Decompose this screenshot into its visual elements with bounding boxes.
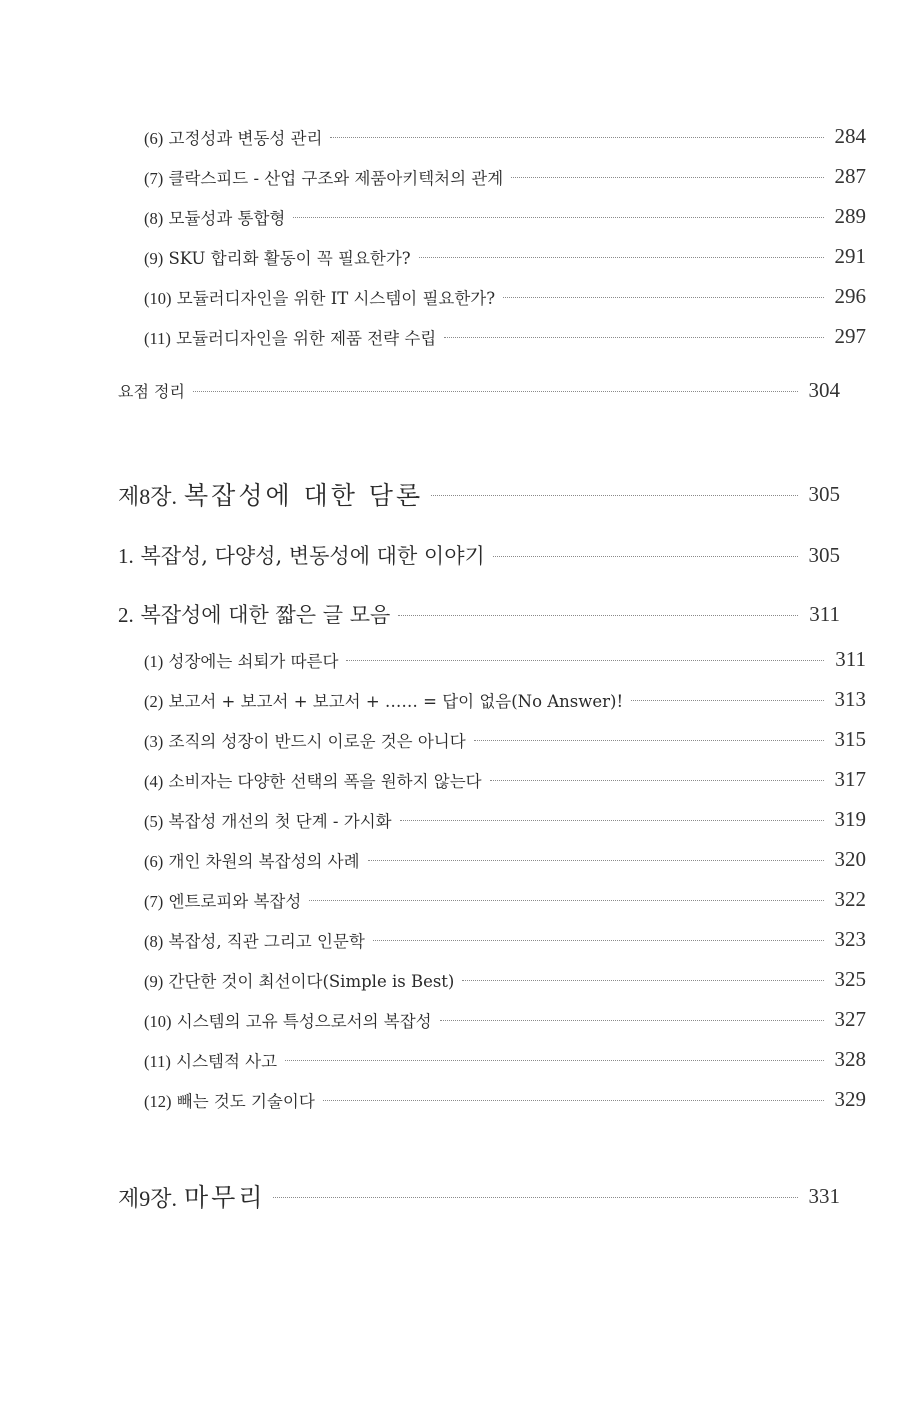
entry-text: SKU 합리화 활동이 꼭 필요한가?	[168, 248, 411, 268]
page-number: 287	[834, 164, 866, 188]
toc-entry	[0, 967, 866, 992]
entry-number: (5)	[144, 811, 164, 831]
entry-number: (10)	[144, 288, 172, 308]
toc-entry	[0, 284, 866, 309]
entry-title	[144, 688, 623, 712]
page-number: 313	[834, 687, 866, 711]
entry-title	[144, 728, 466, 752]
dot-leader	[419, 257, 824, 258]
entry-title	[144, 325, 436, 349]
dot-leader	[323, 1100, 824, 1101]
page-number: 311	[809, 601, 840, 626]
entry-title	[144, 165, 503, 189]
page-number: 284	[834, 124, 866, 148]
entry-number: (12)	[144, 1091, 172, 1111]
page-number: 325	[834, 967, 866, 991]
entry-text: 간단한 것이 최선이다(Simple is Best)	[168, 971, 455, 991]
entry-text: 개인 차원의 복잡성의 사례	[168, 851, 360, 871]
toc-entry	[0, 687, 866, 712]
chapter-name: 마무리	[184, 1183, 266, 1212]
entry-title	[144, 888, 301, 912]
toc-section	[0, 540, 840, 570]
entry-number: (7)	[144, 891, 164, 911]
page-number: 305	[808, 542, 840, 567]
toc-entry	[0, 887, 866, 912]
entry-number: (9)	[144, 248, 164, 268]
toc-entry	[0, 204, 866, 229]
page-number: 327	[834, 1007, 866, 1031]
entry-title	[144, 1088, 315, 1112]
page-number: 311	[835, 647, 866, 671]
page-number: 323	[834, 927, 866, 951]
page-number: 297	[834, 324, 866, 348]
entry-title	[118, 379, 185, 402]
dot-leader	[398, 615, 798, 616]
toc-entry	[0, 807, 866, 832]
toc-entry	[0, 927, 866, 952]
dot-leader	[293, 217, 824, 218]
page-number: 319	[834, 807, 866, 831]
entry-number: (11)	[144, 1051, 171, 1071]
entry-number: (7)	[144, 168, 164, 188]
toc-entry	[0, 647, 866, 672]
entry-number: (9)	[144, 971, 164, 991]
section-number: 1.	[118, 544, 134, 568]
section-text: 복잡성, 다양성, 변동성에 대한 이야기	[140, 544, 485, 568]
page-number: 322	[834, 887, 866, 911]
dot-leader	[309, 900, 824, 901]
entry-number: (1)	[144, 651, 164, 671]
dot-leader	[462, 980, 824, 981]
dot-leader	[285, 1060, 824, 1061]
entry-number: (8)	[144, 208, 164, 228]
toc-entry	[0, 164, 866, 189]
entry-text: 모듈러디자인을 위한 제품 전략 수립	[176, 328, 437, 348]
chapter-title	[118, 476, 423, 512]
dot-leader	[193, 391, 798, 392]
dot-leader	[400, 820, 824, 821]
entry-text: 복잡성 개선의 첫 단계 - 가시화	[168, 811, 392, 831]
chapter-number: 제9장.	[118, 1186, 178, 1211]
entry-text: 요점 정리	[118, 382, 185, 401]
toc-entry	[0, 727, 866, 752]
entry-number: (10)	[144, 1011, 172, 1031]
toc-entry	[0, 1047, 866, 1072]
entry-title	[144, 285, 495, 309]
entry-title	[144, 1048, 277, 1072]
page-number: 305	[808, 481, 840, 506]
section-title	[118, 540, 485, 570]
dot-leader	[490, 780, 824, 781]
chapter-title	[118, 1178, 265, 1214]
entry-number: (2)	[144, 691, 164, 711]
entry-text: 모듈성과 통합형	[168, 208, 286, 228]
entry-title	[144, 205, 285, 229]
entry-text: 보고서 + 보고서 + 보고서 + …… = 답이 없음(No Answer)!	[168, 691, 624, 711]
page-number: 331	[808, 1183, 840, 1208]
entry-text: 클락스피드 - 산업 구조와 제품아키텍처의 관계	[168, 168, 504, 188]
toc-chapter	[0, 1178, 840, 1214]
entry-title	[144, 125, 322, 149]
entry-number: (11)	[144, 328, 171, 348]
section-number: 2.	[118, 603, 134, 627]
dot-leader	[493, 556, 798, 557]
toc-entry	[0, 1087, 866, 1112]
entry-title	[144, 1008, 432, 1032]
dot-leader	[440, 1020, 824, 1021]
entry-text: 조직의 성장이 반드시 이로운 것은 아니다	[168, 731, 466, 751]
dot-leader	[273, 1197, 798, 1198]
entry-number: (3)	[144, 731, 164, 751]
dot-leader	[431, 495, 798, 496]
page-number: 315	[834, 727, 866, 751]
dot-leader	[511, 177, 824, 178]
toc-entry	[0, 244, 866, 269]
entry-text: 엔트로피와 복잡성	[168, 891, 302, 911]
entry-text: 복잡성, 직관 그리고 인문학	[168, 931, 365, 951]
toc-entry-summary	[0, 378, 840, 403]
entry-title	[144, 968, 454, 992]
section-title	[118, 599, 390, 629]
toc-chapter	[0, 476, 840, 512]
entry-number: (6)	[144, 851, 164, 871]
page-number: 296	[834, 284, 866, 308]
dot-leader	[330, 137, 824, 138]
entry-title	[144, 648, 338, 672]
entry-number: (6)	[144, 128, 164, 148]
entry-text: 시스템적 사고	[176, 1051, 278, 1071]
entry-text: 소비자는 다양한 선택의 폭을 원하지 않는다	[168, 771, 482, 791]
entry-text: 모듈러디자인을 위한 IT 시스템이 필요한가?	[176, 288, 496, 308]
page-number: 329	[834, 1087, 866, 1111]
dot-leader	[503, 297, 824, 298]
dot-leader	[373, 940, 824, 941]
page-number: 289	[834, 204, 866, 228]
toc-entry	[0, 124, 866, 149]
dot-leader	[474, 740, 824, 741]
entry-text: 시스템의 고유 특성으로서의 복잡성	[176, 1011, 432, 1031]
entry-title	[144, 808, 392, 832]
entry-title	[144, 928, 365, 952]
toc-section	[0, 599, 840, 629]
entry-title	[144, 848, 360, 872]
dot-leader	[346, 660, 824, 661]
toc-entry	[0, 847, 866, 872]
entry-text: 성장에는 쇠퇴가 따른다	[168, 651, 339, 671]
entry-title	[144, 245, 411, 269]
dot-leader	[444, 337, 824, 338]
section-text: 복잡성에 대한 짧은 글 모음	[140, 603, 391, 627]
entry-number: (8)	[144, 931, 164, 951]
page-number: 320	[834, 847, 866, 871]
toc-entry	[0, 767, 866, 792]
dot-leader	[631, 700, 824, 701]
chapter-name: 복잡성에 대한 담론	[184, 481, 424, 510]
page-number: 291	[834, 244, 866, 268]
page-number: 304	[808, 378, 840, 402]
entry-text: 고정성과 변동성 관리	[168, 128, 323, 148]
chapter-number: 제8장.	[118, 484, 178, 509]
page-number: 328	[834, 1047, 866, 1071]
entry-number: (4)	[144, 771, 164, 791]
dot-leader	[368, 860, 824, 861]
page-number: 317	[834, 767, 866, 791]
toc-entry	[0, 324, 866, 349]
entry-title	[144, 768, 482, 792]
toc-entry	[0, 1007, 866, 1032]
entry-text: 빼는 것도 기술이다	[176, 1091, 315, 1111]
